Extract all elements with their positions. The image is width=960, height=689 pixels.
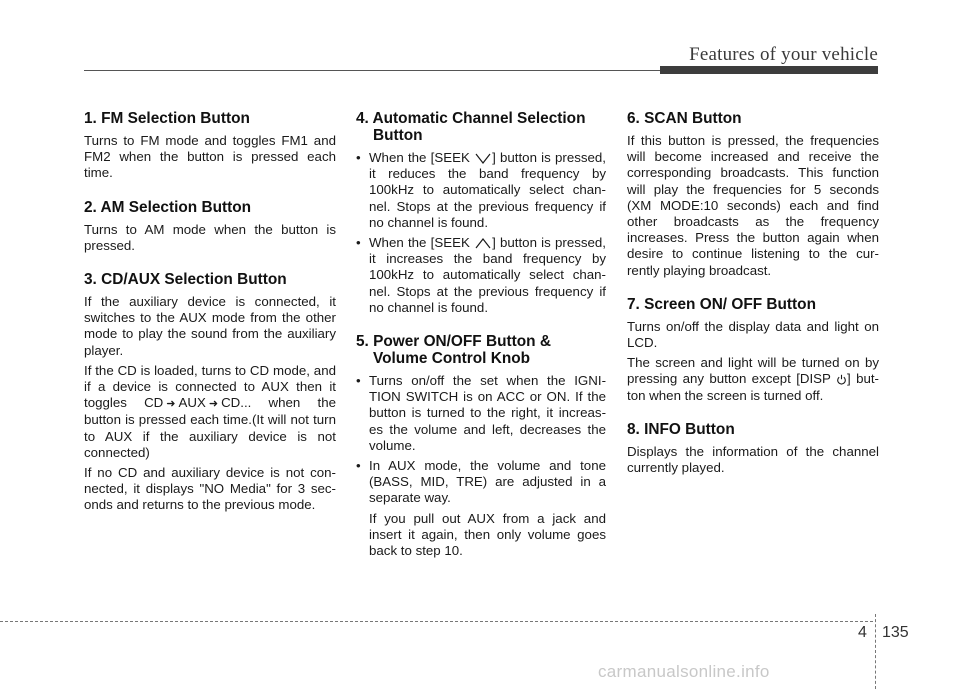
section-screen: [627, 296, 879, 404]
section-title: 8. INFO Button: [627, 420, 735, 438]
text-fragment: When the [SEEK: [369, 235, 470, 251]
section-title: [356, 110, 606, 144]
chevron-down-icon: [474, 152, 492, 165]
section-body: Turns to FM mode and toggles FM1 and FM2 when the button is pressed each time.: [84, 133, 336, 181]
list-item: [356, 458, 606, 507]
text-fragment: ] button is pressed, it increases the band frequency by 100kHz to automatically select chan-nel. Stops at the previous frequency if no channel is found.: [369, 235, 607, 315]
arrow-right-icon: ➜: [166, 398, 176, 411]
section-body: Displays the information of the channel currently played.: [627, 443, 879, 476]
watermark: carmanualsonline.info: [598, 662, 770, 681]
section-cd-aux: [84, 271, 336, 514]
title-line: 4. Automatic Channel Selection: [356, 110, 586, 127]
section-paragraph: [627, 355, 879, 404]
title-line: Volume Control Knob: [373, 350, 531, 368]
arrow-right-icon: ➜: [208, 398, 219, 411]
page-number: 135: [882, 624, 909, 641]
header-rule-bar: [660, 66, 878, 74]
text-fragment: ] but-ton when the screen is turned off.: [627, 371, 879, 403]
section-info: [627, 421, 879, 476]
footer-divider: [875, 614, 876, 689]
section-paragraph: If no CD and auxiliary device is not con-nected, it displays "NO Media" for 3 sec-onds and returns to the previous mode.: [84, 465, 336, 513]
bullet-list: [356, 373, 606, 507]
section-am: [84, 199, 336, 254]
text-fragment: When the [SEEK: [369, 150, 470, 165]
bullet-list: [356, 150, 606, 316]
footer-rule: [0, 621, 873, 622]
section-power-volume: [356, 333, 606, 559]
column-right: [627, 110, 879, 493]
list-item: • Turns on/off the set when the IGNI-TION SWITCH is on ACC or ON. If the button is turned to the right, it increas-es the volume and left, decreases the volume.: [356, 373, 606, 454]
power-icon: [836, 374, 847, 385]
section-title: [356, 333, 606, 367]
title-line: Button: [373, 127, 423, 144]
section-body: If this button is pressed, the frequencies will become increased and receive the corresponding broadcasts. This function will play the frequencies for 5 seconds (XM MODE:10 seconds) each and find other broadcasts as the frequency increases. Press the button again when desire to continue listening to the cur-rently playing broadcast.: [627, 133, 879, 278]
list-item: [356, 235, 606, 316]
text-fragment: ] button is pressed, it reduces the band frequency by 100kHz to automatically select chan-nel. Stops at the previous frequency if no channel is found.: [369, 150, 607, 230]
chevron-up-icon: [474, 237, 492, 250]
chapter-number: 4: [858, 624, 867, 641]
section-auto-channel: [356, 110, 606, 316]
section-paragraph: [84, 363, 336, 461]
title-line: 5. Power ON/OFF Button &: [356, 333, 551, 351]
section-title: 3. CD/AUX Selection Button: [84, 271, 287, 289]
column-left: [84, 110, 336, 531]
text-fragment: The screen and light will be turned on by pressing any button except [DISP: [627, 355, 879, 387]
column-middle: [356, 110, 606, 576]
page-header-title: Features of your vehicle: [689, 44, 878, 65]
text-fragment: If the CD is loaded, turns to CD mode, and if a device is connected to AUX then it toggles CD: [84, 362, 336, 411]
header-rule: [84, 70, 660, 71]
section-paragraph: Turns on/off the display data and light on LCD.: [627, 318, 879, 351]
list-item: [356, 150, 606, 231]
section-title: 1. FM Selection Button: [84, 110, 250, 127]
text-fragment: CD... when the button is pressed each time.(It will not turn to AUX if the auxiliary device is not connected): [84, 395, 337, 460]
section-paragraph: If you pull out AUX from a jack and insert it again, then only volume goes back to step 10.: [369, 510, 606, 559]
section-title: 6. SCAN Button: [627, 110, 742, 127]
section-title: 7. Screen ON/ OFF Button: [627, 295, 816, 313]
section-body: Turns to AM mode when the button is pressed.: [84, 221, 336, 253]
text-fragment: In AUX mode, the volume and tone (BASS, MID, TRE) are adjusted in a separate way.: [369, 458, 606, 506]
section-scan: [627, 110, 879, 279]
section-fm: [84, 110, 336, 182]
section-title: 2. AM Selection Button: [84, 198, 252, 216]
section-paragraph: If the auxiliary device is connected, it switches to the AUX mode from the other mode to play the sound from the auxiliary player.: [84, 294, 336, 358]
text-fragment: AUX: [178, 395, 206, 411]
